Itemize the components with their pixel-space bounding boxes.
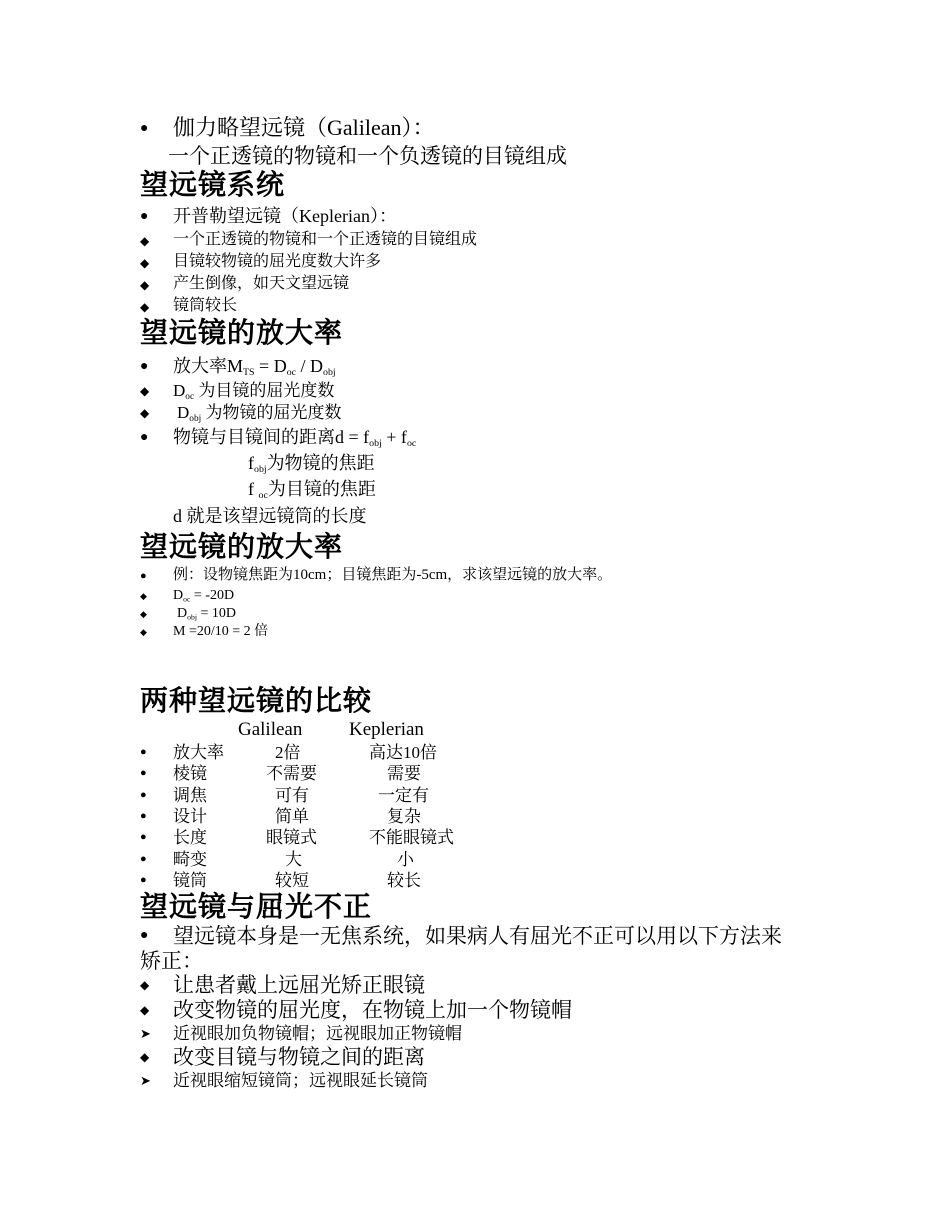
bullet-diamond: ◆ [140,609,147,619]
method-glasses: 让患者戴上远屈光矫正眼镜 [173,973,425,997]
row-keplerian-value: 不能眼镜式 [369,828,454,847]
bullet-diamond: ◆ [140,384,150,398]
refractive-paragraph: 望远镜本身是一无焦系统，如果病人有屈光不正可以用以下方法来 [173,924,782,948]
row-keplerian-value: 高达10倍 [369,743,437,762]
keplerian-point-1: 一个正透镜的物镜和一个正透镜的目镜组成 [173,231,478,248]
bullet-diamond: ◆ [140,256,150,270]
row-galilean-value: 较短 [275,871,309,890]
row-galilean-value: 简单 [275,807,309,826]
bullet-dot: ● [140,121,149,136]
row-keplerian-value: 需要 [387,764,421,783]
bullet-diamond: ◆ [140,591,147,601]
bullet-dot: ● [140,746,147,758]
bullet-diamond: ◆ [140,1050,150,1064]
bullet-dot: ● [140,853,147,865]
row-label: 镜筒 [173,871,207,890]
keplerian-title: 开普勒望远镜（Keplerian）： [173,206,397,226]
row-keplerian-value: 小 [397,850,414,869]
distance-formula: 物镜与目镜间的距离$d = f_{obj} + f_{oc}$ [173,427,417,449]
bullet-arrow: ➤ [140,1073,151,1088]
row-galilean-value: 可有 [275,786,309,805]
bullet-diamond: ◆ [140,406,150,420]
bullet-diamond: ◆ [140,627,147,637]
bullet-dot: ● [140,359,149,374]
method-objective-cap: 改变物镜的屈光度，在物镜上加一个物镜帽 [173,998,572,1022]
galilean-title: 伽力略望远镜（Galilean）： [173,115,435,140]
bullet-diamond: ◆ [140,1003,150,1017]
method-change-distance: 改变目镜与物镜之间的距离 [173,1045,425,1069]
row-galilean-value: 2倍 [275,743,301,762]
bullet-diamond: ◆ [140,278,150,292]
telescope-system-heading: 望远镜系统 [140,170,286,201]
refractive-error-heading: 望远镜与屈光不正 [140,892,373,923]
foc-definition: f $_{oc}$为目镜的焦距 [248,479,376,501]
bullet-dot: ● [140,209,149,224]
galilean-description: 一个正透镜的物镜和一个负透镜的目镜组成 [168,144,567,168]
row-label: 长度 [173,828,207,847]
tube-length-note-2: 近视眼缩短镜筒；远视眼延长镜筒 [173,1071,428,1090]
example-dobj-value: $D_{obj} = 10D$ [177,606,236,622]
bullet-dot: ● [140,874,147,886]
keplerian-point-2: 目镜较物镜的屈光度数大许多 [173,253,382,270]
bullet-dot: ● [140,767,147,779]
bullet-dot: ● [140,430,149,445]
example-question: 例：设物镜焦距为10cm；目镜焦距为-5cm，求该望远镜的放大率。 [173,567,613,583]
row-keplerian-value: 复杂 [387,807,421,826]
row-galilean-value: 不需要 [266,764,317,783]
refractive-paragraph-continued: 矫正： [140,949,203,973]
example-doc-value: $D_{oc} = -20D$ [173,588,235,604]
row-keplerian-value: 一定有 [378,786,429,805]
fobj-definition: $f_{obj}$为物镜的焦距 [248,453,375,475]
bullet-dot: ● [140,810,147,822]
magnification-formula: 放大率$M_{TS} = D_{oc} / D_{obj}$ [173,356,336,378]
row-galilean-value: 眼镜式 [266,828,317,847]
column-header-keplerian: Keplerian [349,719,424,740]
example-result: M =20/10 = 2 倍 [173,624,269,639]
comparison-heading: 两种望远镜的比较 [140,686,373,717]
keplerian-point-3: 产生倒像，如天文望远镜 [173,275,350,292]
bullet-dot: ● [140,928,149,943]
row-label: 畸变 [173,850,207,869]
column-header-galilean: Galilean [238,719,303,740]
bullet-arrow: ➤ [140,1026,151,1041]
tube-length-note: d 就是该望远镜筒的长度 [173,506,367,526]
doc-definition: $D_{oc}$ 为目镜的屈光度数 [173,381,335,402]
row-label: 调焦 [173,786,207,805]
row-galilean-value: 大 [285,850,302,869]
bullet-dot: ● [140,789,147,801]
magnification-example-heading: 望远镜的放大率 [140,532,344,563]
dobj-definition: $D_{obj}$ 为物镜的屈光度数 [177,403,342,424]
bullet-dot: ● [140,831,147,843]
objective-cap-note: 近视眼加负物镜帽；远视眼加正物镜帽 [173,1024,462,1043]
bullet-diamond: ◆ [140,978,150,992]
row-keplerian-value: 较长 [387,871,421,890]
magnification-heading: 望远镜的放大率 [140,318,344,349]
bullet-dot: ● [140,570,147,582]
row-label: 棱镜 [173,764,207,783]
bullet-diamond: ◆ [140,234,150,248]
keplerian-point-4: 镜筒较长 [173,297,238,314]
row-label: 放大率 [173,743,224,762]
row-label: 设计 [173,807,207,826]
bullet-diamond: ◆ [140,300,150,314]
